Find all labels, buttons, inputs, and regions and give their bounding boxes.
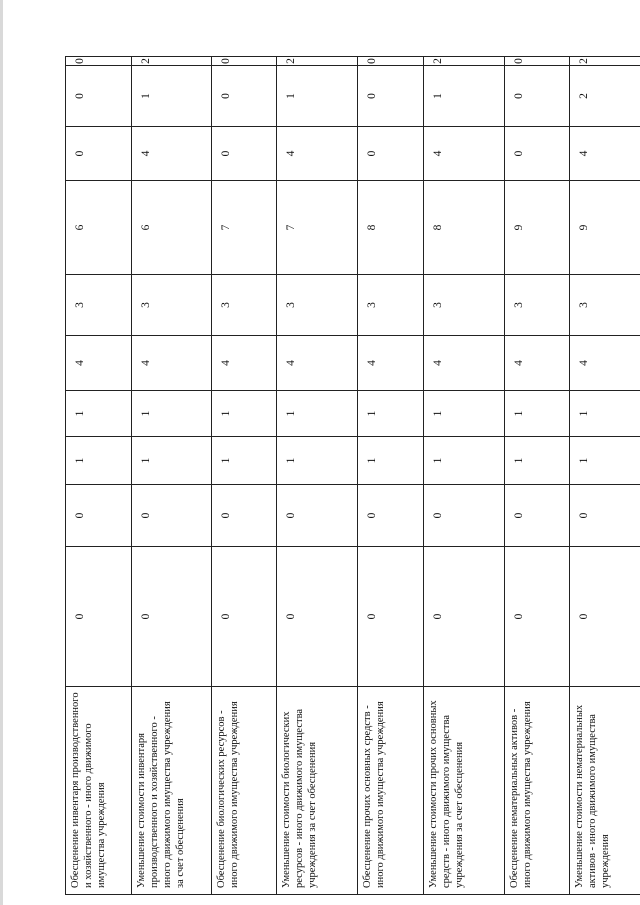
kosgu-code-3-cell: 0 <box>505 57 570 66</box>
group-code-cell: 1 <box>424 391 505 437</box>
kosgu-code-1-cell: 4 <box>277 127 358 181</box>
table-row <box>358 57 424 895</box>
table-row <box>505 57 570 895</box>
account-name-cell: Уменьшение стоимости инвентаря производственного и хозяйственного - иного движимого имущества учреждения за счет обесценения <box>132 687 212 895</box>
kosgu-code-2-cell: 0 <box>358 66 424 127</box>
kosgu-code-2-cell: 0 <box>66 66 132 127</box>
scan-page-edge <box>0 0 3 905</box>
kosgu-code-1-cell: 0 <box>505 127 570 181</box>
kosgu-code-3-cell: 0 <box>66 57 132 66</box>
kosgu-code-2-cell: 1 <box>132 66 212 127</box>
account-code-1-cell: 3 <box>424 275 505 336</box>
subgroup-code-cell: 4 <box>66 336 132 391</box>
kfo-code-cell: 0 <box>358 547 424 687</box>
document-page <box>65 57 611 895</box>
subsection-code-cell: 1 <box>212 437 277 485</box>
account-name-cell: Уменьшение стоимости прочих основных средств - иного движимого имущества учреждения за счет обесценения <box>424 687 505 895</box>
section-code-cell: 0 <box>424 485 505 547</box>
account-code-1-cell: 3 <box>570 275 640 336</box>
section-code-cell: 0 <box>212 485 277 547</box>
subgroup-code-cell: 4 <box>277 336 358 391</box>
subsection-code-cell: 1 <box>66 437 132 485</box>
account-code-2-cell: 6 <box>66 181 132 275</box>
account-code-2-cell: 7 <box>212 181 277 275</box>
account-code-1-cell: 3 <box>358 275 424 336</box>
subsection-code-cell: 1 <box>358 437 424 485</box>
table-row <box>570 57 640 895</box>
table-row <box>424 57 505 895</box>
subgroup-code-cell: 4 <box>424 336 505 391</box>
kosgu-code-1-cell: 0 <box>212 127 277 181</box>
subgroup-code-cell: 4 <box>505 336 570 391</box>
kfo-code-cell: 0 <box>570 547 640 687</box>
kfo-code-cell: 0 <box>505 547 570 687</box>
account-code-1-cell: 3 <box>132 275 212 336</box>
subgroup-code-cell: 4 <box>358 336 424 391</box>
kosgu-code-1-cell: 4 <box>424 127 505 181</box>
account-name-cell: Обесценение инвентаря производственного и хозяйственного - иного движимого имущества учреждения <box>66 687 132 895</box>
subsection-code-cell: 1 <box>132 437 212 485</box>
subsection-code-cell: 1 <box>505 437 570 485</box>
kosgu-code-2-cell: 0 <box>505 66 570 127</box>
group-code-cell: 1 <box>570 391 640 437</box>
account-code-2-cell: 6 <box>132 181 212 275</box>
group-code-cell: 1 <box>132 391 212 437</box>
section-code-cell: 0 <box>132 485 212 547</box>
subsection-code-cell: 1 <box>277 437 358 485</box>
account-code-1-cell: 3 <box>66 275 132 336</box>
kfo-code-cell: 0 <box>132 547 212 687</box>
section-code-cell: 0 <box>358 485 424 547</box>
table-row <box>212 57 277 895</box>
kosgu-code-1-cell: 0 <box>66 127 132 181</box>
kosgu-code-3-cell: 2 <box>424 57 505 66</box>
kosgu-code-1-cell: 0 <box>358 127 424 181</box>
kosgu-code-3-cell: 2 <box>570 57 640 66</box>
kosgu-code-2-cell: 2 <box>570 66 640 127</box>
group-code-cell: 1 <box>358 391 424 437</box>
group-code-cell: 1 <box>277 391 358 437</box>
account-code-2-cell: 9 <box>505 181 570 275</box>
subsection-code-cell: 1 <box>424 437 505 485</box>
account-name-cell: Обесценение нематериальных активов - иного движимого имущества учреждения <box>505 687 570 895</box>
account-codes-table <box>65 56 640 895</box>
kosgu-code-3-cell: 2 <box>277 57 358 66</box>
subgroup-code-cell: 4 <box>212 336 277 391</box>
account-code-1-cell: 3 <box>505 275 570 336</box>
account-name-cell: Уменьшение стоимости нематериальных активов - иного движимого имущества учреждения <box>570 687 640 895</box>
kfo-code-cell: 0 <box>66 547 132 687</box>
table-row <box>277 57 358 895</box>
kosgu-code-3-cell: 2 <box>132 57 212 66</box>
account-name-cell: Обесценение прочих основных средств - иного движимого имущества учреждения <box>358 687 424 895</box>
account-code-1-cell: 3 <box>212 275 277 336</box>
kfo-code-cell: 0 <box>424 547 505 687</box>
kosgu-code-1-cell: 4 <box>570 127 640 181</box>
section-code-cell: 0 <box>505 485 570 547</box>
account-code-1-cell: 3 <box>277 275 358 336</box>
account-code-2-cell: 7 <box>277 181 358 275</box>
group-code-cell: 1 <box>505 391 570 437</box>
group-code-cell: 1 <box>66 391 132 437</box>
subsection-code-cell: 1 <box>570 437 640 485</box>
account-code-2-cell: 8 <box>424 181 505 275</box>
account-code-2-cell: 8 <box>358 181 424 275</box>
kosgu-code-2-cell: 1 <box>424 66 505 127</box>
subgroup-code-cell: 4 <box>132 336 212 391</box>
rotated-table-frame <box>65 57 611 895</box>
kosgu-code-3-cell: 0 <box>358 57 424 66</box>
account-name-cell: Уменьшение стоимости биологических ресурсов - иного движимого имущества учреждения за счет обесценения <box>277 687 358 895</box>
kosgu-code-3-cell: 0 <box>212 57 277 66</box>
table-body <box>66 57 640 895</box>
section-code-cell: 0 <box>277 485 358 547</box>
table-row <box>66 57 132 895</box>
kfo-code-cell: 0 <box>212 547 277 687</box>
kosgu-code-1-cell: 4 <box>132 127 212 181</box>
section-code-cell: 0 <box>66 485 132 547</box>
account-code-2-cell: 9 <box>570 181 640 275</box>
table-row <box>132 57 212 895</box>
account-name-cell: Обесценение биологических ресурсов - иного движимого имущества учреждения <box>212 687 277 895</box>
group-code-cell: 1 <box>212 391 277 437</box>
kfo-code-cell: 0 <box>277 547 358 687</box>
section-code-cell: 0 <box>570 485 640 547</box>
subgroup-code-cell: 4 <box>570 336 640 391</box>
kosgu-code-2-cell: 1 <box>277 66 358 127</box>
kosgu-code-2-cell: 0 <box>212 66 277 127</box>
